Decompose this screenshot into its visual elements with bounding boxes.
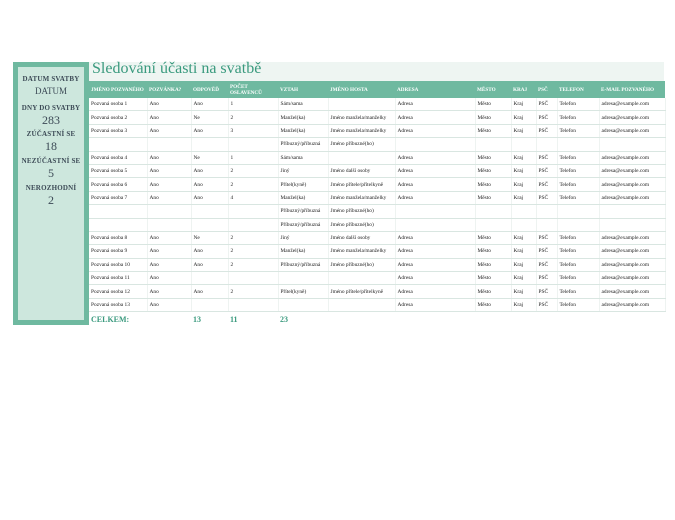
email-cell[interactable]: adresa@example.com [599,178,665,191]
guest-name-cell[interactable]: Jméno příbuzné(ho) [328,205,395,218]
phone-cell[interactable] [557,138,599,151]
address-cell[interactable]: Adresa [395,151,475,164]
postcode-cell[interactable]: PSČ [536,298,557,311]
invitee-name-cell[interactable] [89,138,147,151]
address-cell[interactable]: Adresa [395,298,475,311]
summary-panel [18,67,84,320]
guest-table [89,81,666,326]
postcode-cell[interactable]: PSČ [536,151,557,164]
postcode-cell[interactable] [536,138,557,151]
phone-cell[interactable] [557,218,599,231]
guest-count-cell[interactable]: 1 [228,98,278,111]
region-cell[interactable]: Kraj [511,231,536,244]
email-cell[interactable] [599,205,665,218]
phone-cell[interactable]: Telefon [557,272,599,285]
email-cell[interactable]: adresa@example.com [599,258,665,271]
table-row [89,98,665,111]
guest-name-cell[interactable]: Jméno přítele/přítelkyně [328,178,395,191]
phone-cell[interactable]: Telefon [557,124,599,137]
wedding-date-label: DATUM SVATBY [22,75,80,83]
summary-sidebar [13,62,89,325]
totals-empty-cell [328,312,395,327]
postcode-cell[interactable]: PSČ [536,272,557,285]
relationship-cell[interactable]: Manžel(ka) [278,111,328,124]
city-cell[interactable] [475,218,511,231]
invitation-cell[interactable]: Ano [147,191,191,204]
header-guest-name[interactable]: JMÉNO HOSTA [328,81,395,98]
relationship-cell[interactable]: Jiný [278,164,328,177]
phone-cell[interactable]: Telefon [557,231,599,244]
table-row [89,298,665,311]
invitation-cell[interactable]: Ano [147,298,191,311]
guest-count-cell[interactable]: 3 [228,124,278,137]
city-cell[interactable]: Město [475,245,511,258]
guest-count-cell[interactable] [228,298,278,311]
region-cell[interactable]: Kraj [511,258,536,271]
region-cell[interactable]: Kraj [511,178,536,191]
table-row [89,205,665,218]
region-cell[interactable]: Kraj [511,164,536,177]
table-row [89,218,665,231]
region-cell[interactable]: Kraj [511,151,536,164]
phone-cell[interactable]: Telefon [557,111,599,124]
guest-count-cell[interactable] [228,272,278,285]
region-cell[interactable]: Kraj [511,124,536,137]
invitation-cell[interactable]: Ano [147,272,191,285]
guest-count-cell[interactable]: 2 [228,164,278,177]
totals-label: CELKEM: [91,314,130,324]
header-response[interactable]: ODPOVĚĎ [191,81,228,98]
guest-count-cell[interactable]: 2 [228,285,278,298]
region-cell[interactable]: Kraj [511,111,536,124]
postcode-cell[interactable]: PSČ [536,178,557,191]
header-address[interactable]: ADRESA [395,81,475,98]
postcode-cell[interactable] [536,218,557,231]
response-cell[interactable] [191,218,228,231]
city-cell[interactable]: Město [475,231,511,244]
relationship-cell[interactable] [278,298,328,311]
guest-count-cell[interactable]: 2 [228,231,278,244]
response-cell[interactable] [191,205,228,218]
email-cell[interactable]: adresa@example.com [599,191,665,204]
phone-cell[interactable]: Telefon [557,98,599,111]
invitee-name-cell[interactable]: Pozvaná osoba 3 [89,124,147,137]
phone-cell[interactable]: Telefon [557,285,599,298]
guest-name-cell[interactable] [328,98,395,111]
table-row [89,231,665,244]
postcode-cell[interactable] [536,205,557,218]
table-row [89,191,665,204]
relationship-cell[interactable]: Přítel(kyně) [278,285,328,298]
guest-count-cell[interactable] [228,138,278,151]
address-cell[interactable] [395,138,475,151]
relationship-cell[interactable]: Přítel(kyně) [278,178,328,191]
invitation-cell[interactable]: Ano [147,245,191,258]
postcode-cell[interactable]: PSČ [536,285,557,298]
region-cell[interactable]: Kraj [511,98,536,111]
invitee-name-cell[interactable] [89,205,147,218]
relationship-cell[interactable]: Příbuzný/příbuzná [278,258,328,271]
header-relationship[interactable]: VZTAH [278,81,328,98]
totals-empty-cell [475,312,511,327]
postcode-cell[interactable]: PSČ [536,191,557,204]
relationship-cell[interactable]: Manžel(ka) [278,191,328,204]
email-cell[interactable]: adresa@example.com [599,298,665,311]
phone-cell[interactable]: Telefon [557,191,599,204]
invitation-cell[interactable]: Ano [147,258,191,271]
header-email[interactable]: E-MAIL POZVANÉHO [599,81,665,98]
relationship-cell[interactable]: Příbuzný/příbuzná [278,218,328,231]
city-cell[interactable]: Město [475,285,511,298]
postcode-cell[interactable]: PSČ [536,98,557,111]
guest-name-cell[interactable]: Jméno další osoby [328,231,395,244]
guest-name-cell[interactable]: Jméno příbuzné(ho) [328,258,395,271]
region-cell[interactable] [511,138,536,151]
response-cell[interactable]: Ano [191,245,228,258]
region-cell[interactable] [511,218,536,231]
guest-count-cell[interactable] [228,218,278,231]
address-cell[interactable]: Adresa [395,191,475,204]
table-row [89,272,665,285]
table-row [89,111,665,124]
days-until-value: 283 [42,113,60,127]
response-cell[interactable] [191,272,228,285]
invitation-cell[interactable]: Ano [147,111,191,124]
city-cell[interactable]: Město [475,178,511,191]
response-cell[interactable]: Ano [191,191,228,204]
invitee-name-cell[interactable]: Pozvaná osoba 11 [89,272,147,285]
guest-count-cell[interactable]: 2 [228,178,278,191]
wedding-date-value: DATUM [34,86,67,96]
email-cell[interactable]: adresa@example.com [599,245,665,258]
totals-empty-cell [599,312,665,327]
region-cell[interactable] [511,205,536,218]
city-cell[interactable]: Město [475,111,511,124]
invitation-cell[interactable] [147,138,191,151]
address-cell[interactable]: Adresa [395,231,475,244]
region-cell[interactable]: Kraj [511,272,536,285]
relationship-cell[interactable] [278,272,328,285]
attending-label: ZÚČASTNÍ SE [26,130,76,138]
email-cell[interactable] [599,138,665,151]
table-row [89,258,665,271]
table-header-row [89,81,665,98]
guest-count-cell[interactable]: 2 [228,111,278,124]
not-attending-label: NEZÚČASTNÍ SE [21,157,81,165]
guest-count-cell[interactable]: 1 [228,151,278,164]
response-cell[interactable]: Ano [191,178,228,191]
table-row [89,245,665,258]
invitee-name-cell[interactable]: Pozvaná osoba 2 [89,111,147,124]
guest-count-cell[interactable]: 4 [228,191,278,204]
header-city[interactable]: MĚSTO [475,81,511,98]
city-cell[interactable]: Město [475,272,511,285]
city-cell[interactable]: Město [475,98,511,111]
address-cell[interactable]: Adresa [395,272,475,285]
region-cell[interactable]: Kraj [511,285,536,298]
invitee-name-cell[interactable]: Pozvaná osoba 4 [89,151,147,164]
table-row [89,164,665,177]
undecided-label: NEROZHODNÍ [25,184,77,192]
response-cell[interactable]: Ne [191,231,228,244]
guest-name-cell[interactable]: Jméno přítele/přítelkyně [328,285,395,298]
email-cell[interactable]: adresa@example.com [599,151,665,164]
table-row [89,178,665,191]
guest-name-cell[interactable] [328,272,395,285]
relationship-cell[interactable]: Příbuzný/příbuzná [278,138,328,151]
response-cell[interactable]: Ano [191,98,228,111]
guest-count-cell[interactable]: 2 [228,245,278,258]
city-cell[interactable] [475,138,511,151]
email-cell[interactable] [599,218,665,231]
table-row [89,124,665,137]
totals-empty-cell [511,312,536,327]
phone-cell[interactable]: Telefon [557,258,599,271]
undecided-value: 2 [48,193,54,207]
postcode-cell[interactable]: PSČ [536,245,557,258]
not-attending-value: 5 [48,166,54,180]
postcode-cell[interactable]: PSČ [536,258,557,271]
city-cell[interactable]: Město [475,191,511,204]
response-cell[interactable] [191,138,228,151]
city-cell[interactable]: Město [475,258,511,271]
invitation-cell[interactable]: Ano [147,231,191,244]
totals-empty-cell [536,312,557,327]
city-cell[interactable]: Město [475,151,511,164]
invitee-name-cell[interactable]: Pozvaná osoba 7 [89,191,147,204]
header-region[interactable]: KRAJ [511,81,536,98]
city-cell[interactable]: Město [475,124,511,137]
invitation-cell[interactable]: Ano [147,178,191,191]
relationship-cell[interactable]: Sám/sama [278,151,328,164]
guest-name-cell[interactable]: Jméno manžela/manželky [328,191,395,204]
invitation-cell[interactable]: Ano [147,151,191,164]
relationship-cell[interactable]: Manžel(ka) [278,124,328,137]
postcode-cell[interactable]: PSČ [536,124,557,137]
totals-empty-cell [557,312,599,327]
address-cell[interactable]: Adresa [395,258,475,271]
email-cell[interactable]: adresa@example.com [599,272,665,285]
invitee-name-cell[interactable]: Pozvaná osoba 1 [89,98,147,111]
response-cell[interactable] [191,298,228,311]
guest-name-cell[interactable]: Jméno příbuzné(ho) [328,218,395,231]
invitee-name-cell[interactable]: Pozvaná osoba 6 [89,178,147,191]
email-cell[interactable]: adresa@example.com [599,98,665,111]
phone-cell[interactable]: Telefon [557,164,599,177]
phone-cell[interactable] [557,205,599,218]
invitee-name-cell[interactable]: Pozvaná osoba 12 [89,285,147,298]
postcode-cell[interactable]: PSČ [536,111,557,124]
invitee-name-cell[interactable]: Pozvaná osoba 10 [89,258,147,271]
city-cell[interactable]: Město [475,164,511,177]
invitation-cell[interactable]: Ano [147,124,191,137]
response-cell[interactable]: Ne [191,151,228,164]
totals-guests: 23 [280,314,288,324]
invitee-name-cell[interactable]: Pozvaná osoba 9 [89,245,147,258]
address-cell[interactable]: Adresa [395,178,475,191]
address-cell[interactable]: Adresa [395,111,475,124]
header-phone[interactable]: TELEFON [557,81,599,98]
invitation-cell[interactable]: Ano [147,285,191,298]
response-cell[interactable]: Ano [191,124,228,137]
invitee-name-cell[interactable]: Pozvaná osoba 13 [89,298,147,311]
city-cell[interactable] [475,205,511,218]
address-cell[interactable] [395,205,475,218]
phone-cell[interactable]: Telefon [557,151,599,164]
address-cell[interactable]: Adresa [395,98,475,111]
relationship-cell[interactable]: Jiný [278,231,328,244]
phone-cell[interactable]: Telefon [557,298,599,311]
phone-cell[interactable]: Telefon [557,245,599,258]
invitee-name-cell[interactable] [89,218,147,231]
region-cell[interactable]: Kraj [511,298,536,311]
totals-row [89,312,665,327]
phone-cell[interactable]: Telefon [557,178,599,191]
totals-responses: 11 [230,314,238,324]
address-cell[interactable]: Adresa [395,245,475,258]
postcode-cell[interactable]: PSČ [536,164,557,177]
email-cell[interactable]: adresa@example.com [599,164,665,177]
header-postcode[interactable]: PSČ [536,81,557,98]
table-row [89,151,665,164]
relationship-cell[interactable]: Sám/sama [278,98,328,111]
email-cell[interactable]: adresa@example.com [599,111,665,124]
response-cell[interactable]: Ano [191,258,228,271]
email-cell[interactable]: adresa@example.com [599,231,665,244]
header-guest-count[interactable]: POČET OSLAVENCŮ [228,81,278,98]
response-cell[interactable]: Ano [191,285,228,298]
attending-value: 18 [45,139,57,153]
response-cell[interactable]: Ano [191,164,228,177]
invitation-cell[interactable] [147,205,191,218]
relationship-cell[interactable]: Příbuzný/příbuzná [278,205,328,218]
guest-name-cell[interactable]: Jméno další osoby [328,164,395,177]
days-until-label: DNY DO SVATBY [21,104,81,112]
table-row [89,138,665,151]
header-invitation[interactable]: POZVÁNKA? [147,81,191,98]
header-invitee-name[interactable]: JMÉNO POZVANÉHO [89,81,147,98]
email-cell[interactable]: adresa@example.com [599,285,665,298]
invitation-cell[interactable] [147,218,191,231]
invitee-name-cell[interactable]: Pozvaná osoba 5 [89,164,147,177]
postcode-cell[interactable]: PSČ [536,231,557,244]
invitation-cell[interactable]: Ano [147,164,191,177]
guest-count-cell[interactable] [228,205,278,218]
response-cell[interactable]: Ne [191,111,228,124]
table-row [89,285,665,298]
address-cell[interactable]: Adresa [395,285,475,298]
guest-name-cell[interactable]: Jméno manžela/manželky [328,124,395,137]
guest-name-cell[interactable]: Jméno příbuzné(ho) [328,138,395,151]
guest-count-cell[interactable]: 2 [228,258,278,271]
guest-name-cell[interactable]: Jméno manžela/manželky [328,245,395,258]
address-cell[interactable] [395,218,475,231]
guest-name-cell[interactable] [328,151,395,164]
guest-name-cell[interactable]: Jméno manžela/manželky [328,111,395,124]
invitee-name-cell[interactable]: Pozvaná osoba 8 [89,231,147,244]
address-cell[interactable]: Adresa [395,164,475,177]
guest-name-cell[interactable] [328,298,395,311]
region-cell[interactable]: Kraj [511,245,536,258]
invitation-cell[interactable]: Ano [147,98,191,111]
totals-invitations: 13 [193,314,201,324]
region-cell[interactable]: Kraj [511,191,536,204]
page-title: Sledování účasti na svatbě [92,60,262,77]
relationship-cell[interactable]: Manžel(ka) [278,245,328,258]
city-cell[interactable]: Město [475,298,511,311]
totals-empty-cell [395,312,475,327]
address-cell[interactable]: Adresa [395,124,475,137]
email-cell[interactable]: adresa@example.com [599,124,665,137]
